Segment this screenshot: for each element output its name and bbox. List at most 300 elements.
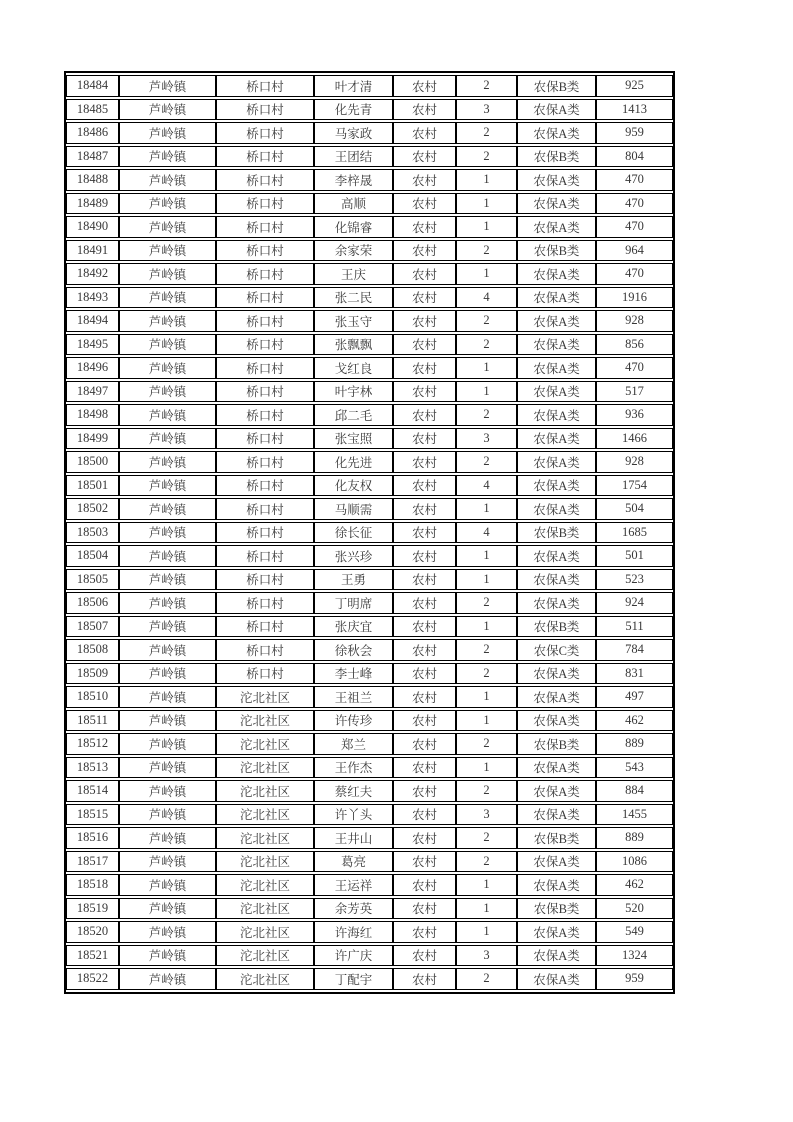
cell-person-name: 许广庆	[314, 945, 393, 967]
cell-person-name: 张玉守	[314, 310, 393, 332]
cell-town: 芦岭镇	[119, 193, 216, 215]
cell-insurance-category: 农保A类	[517, 874, 596, 896]
table-row	[66, 75, 673, 97]
cell-person-name: 张飘飘	[314, 334, 393, 356]
cell-village: 沱北社区	[216, 898, 314, 920]
table-body	[66, 75, 673, 990]
cell-residence-type: 农村	[393, 921, 456, 943]
cell-person-name: 叶才清	[314, 75, 393, 97]
cell-town: 芦岭镇	[119, 780, 216, 802]
cell-town: 芦岭镇	[119, 757, 216, 779]
cell-amount: 511	[596, 616, 673, 638]
cell-id: 18513	[66, 757, 119, 779]
cell-amount: 470	[596, 193, 673, 215]
table-row	[66, 921, 673, 943]
cell-town: 芦岭镇	[119, 639, 216, 661]
cell-insurance-category: 农保A类	[517, 263, 596, 285]
cell-residence-type: 农村	[393, 334, 456, 356]
cell-village: 桥口村	[216, 193, 314, 215]
cell-town: 芦岭镇	[119, 357, 216, 379]
table-row	[66, 146, 673, 168]
cell-person-count: 1	[456, 169, 517, 191]
cell-amount: 1455	[596, 804, 673, 826]
cell-town: 芦岭镇	[119, 404, 216, 426]
cell-insurance-category: 农保A类	[517, 216, 596, 238]
cell-residence-type: 农村	[393, 169, 456, 191]
cell-insurance-category: 农保A类	[517, 780, 596, 802]
cell-id: 18487	[66, 146, 119, 168]
cell-id: 18501	[66, 475, 119, 497]
cell-village: 桥口村	[216, 569, 314, 591]
cell-residence-type: 农村	[393, 475, 456, 497]
cell-id: 18508	[66, 639, 119, 661]
cell-amount: 884	[596, 780, 673, 802]
cell-village: 沱北社区	[216, 827, 314, 849]
table-row	[66, 898, 673, 920]
cell-person-name: 王庆	[314, 263, 393, 285]
cell-person-name: 蔡红夫	[314, 780, 393, 802]
cell-person-name: 化先青	[314, 99, 393, 121]
cell-person-count: 2	[456, 75, 517, 97]
cell-amount: 470	[596, 216, 673, 238]
cell-amount: 925	[596, 75, 673, 97]
cell-amount: 1086	[596, 851, 673, 873]
cell-amount: 928	[596, 451, 673, 473]
cell-insurance-category: 农保A类	[517, 945, 596, 967]
cell-insurance-category: 农保A类	[517, 475, 596, 497]
table-row	[66, 592, 673, 614]
cell-id: 18495	[66, 334, 119, 356]
cell-person-count: 2	[456, 968, 517, 990]
table-row	[66, 334, 673, 356]
cell-amount: 470	[596, 263, 673, 285]
table-row	[66, 757, 673, 779]
cell-person-count: 4	[456, 475, 517, 497]
cell-village: 桥口村	[216, 545, 314, 567]
cell-person-name: 丁明席	[314, 592, 393, 614]
cell-insurance-category: 农保A类	[517, 686, 596, 708]
cell-residence-type: 农村	[393, 663, 456, 685]
cell-village: 桥口村	[216, 522, 314, 544]
cell-village: 桥口村	[216, 616, 314, 638]
cell-person-count: 1	[456, 921, 517, 943]
cell-id: 18492	[66, 263, 119, 285]
table-row	[66, 710, 673, 732]
cell-residence-type: 农村	[393, 616, 456, 638]
cell-residence-type: 农村	[393, 827, 456, 849]
table-row	[66, 639, 673, 661]
cell-amount: 924	[596, 592, 673, 614]
cell-amount: 1754	[596, 475, 673, 497]
cell-person-name: 马顺需	[314, 498, 393, 520]
cell-residence-type: 农村	[393, 451, 456, 473]
cell-person-name: 余家荣	[314, 240, 393, 262]
table-row	[66, 616, 673, 638]
table-row	[66, 663, 673, 685]
cell-town: 芦岭镇	[119, 287, 216, 309]
table-row	[66, 193, 673, 215]
cell-amount: 964	[596, 240, 673, 262]
cell-insurance-category: 农保B类	[517, 522, 596, 544]
table-row	[66, 498, 673, 520]
cell-residence-type: 农村	[393, 639, 456, 661]
cell-person-name: 戈红良	[314, 357, 393, 379]
table-row	[66, 733, 673, 755]
cell-person-name: 王团结	[314, 146, 393, 168]
cell-village: 沱北社区	[216, 757, 314, 779]
cell-residence-type: 农村	[393, 498, 456, 520]
table-row	[66, 451, 673, 473]
table-row	[66, 968, 673, 990]
table-row	[66, 569, 673, 591]
cell-residence-type: 农村	[393, 804, 456, 826]
cell-residence-type: 农村	[393, 263, 456, 285]
table-row	[66, 310, 673, 332]
cell-person-count: 1	[456, 874, 517, 896]
cell-village: 沱北社区	[216, 733, 314, 755]
cell-town: 芦岭镇	[119, 710, 216, 732]
cell-person-count: 3	[456, 945, 517, 967]
cell-id: 18506	[66, 592, 119, 614]
cell-insurance-category: 农保A类	[517, 193, 596, 215]
cell-residence-type: 农村	[393, 545, 456, 567]
cell-id: 18497	[66, 381, 119, 403]
cell-person-name: 化锦睿	[314, 216, 393, 238]
cell-village: 桥口村	[216, 639, 314, 661]
cell-person-count: 2	[456, 404, 517, 426]
cell-person-count: 1	[456, 898, 517, 920]
cell-id: 18493	[66, 287, 119, 309]
cell-id: 18519	[66, 898, 119, 920]
cell-person-name: 邱二毛	[314, 404, 393, 426]
cell-village: 桥口村	[216, 310, 314, 332]
cell-id: 18522	[66, 968, 119, 990]
cell-village: 桥口村	[216, 357, 314, 379]
cell-insurance-category: 农保B类	[517, 733, 596, 755]
cell-residence-type: 农村	[393, 240, 456, 262]
cell-town: 芦岭镇	[119, 686, 216, 708]
cell-village: 桥口村	[216, 498, 314, 520]
cell-town: 芦岭镇	[119, 592, 216, 614]
cell-amount: 470	[596, 357, 673, 379]
table-row	[66, 357, 673, 379]
cell-town: 芦岭镇	[119, 146, 216, 168]
cell-village: 桥口村	[216, 404, 314, 426]
cell-id: 18520	[66, 921, 119, 943]
cell-person-name: 张二民	[314, 287, 393, 309]
cell-person-name: 李梓晟	[314, 169, 393, 191]
cell-person-name: 余芳英	[314, 898, 393, 920]
cell-amount: 959	[596, 122, 673, 144]
cell-amount: 831	[596, 663, 673, 685]
cell-town: 芦岭镇	[119, 75, 216, 97]
table-row	[66, 216, 673, 238]
cell-town: 芦岭镇	[119, 921, 216, 943]
cell-person-count: 2	[456, 451, 517, 473]
table-row	[66, 287, 673, 309]
cell-residence-type: 农村	[393, 522, 456, 544]
cell-insurance-category: 农保B类	[517, 827, 596, 849]
cell-town: 芦岭镇	[119, 898, 216, 920]
cell-id: 18517	[66, 851, 119, 873]
cell-person-count: 3	[456, 99, 517, 121]
cell-village: 桥口村	[216, 428, 314, 450]
cell-insurance-category: 农保A类	[517, 381, 596, 403]
cell-person-count: 1	[456, 357, 517, 379]
cell-village: 桥口村	[216, 240, 314, 262]
cell-insurance-category: 农保A类	[517, 851, 596, 873]
cell-insurance-category: 农保A类	[517, 357, 596, 379]
cell-person-name: 许海红	[314, 921, 393, 943]
cell-amount: 959	[596, 968, 673, 990]
cell-person-name: 李士峰	[314, 663, 393, 685]
cell-insurance-category: 农保A类	[517, 428, 596, 450]
cell-amount: 543	[596, 757, 673, 779]
cell-person-name: 张宝照	[314, 428, 393, 450]
cell-village: 桥口村	[216, 146, 314, 168]
cell-amount: 1324	[596, 945, 673, 967]
roster-table-border	[64, 71, 675, 994]
table-row	[66, 404, 673, 426]
cell-village: 沱北社区	[216, 945, 314, 967]
cell-person-name: 王祖兰	[314, 686, 393, 708]
cell-village: 沱北社区	[216, 780, 314, 802]
cell-person-count: 2	[456, 592, 517, 614]
cell-village: 桥口村	[216, 287, 314, 309]
cell-town: 芦岭镇	[119, 874, 216, 896]
table-row	[66, 122, 673, 144]
cell-person-count: 1	[456, 710, 517, 732]
cell-person-count: 3	[456, 428, 517, 450]
cell-amount: 470	[596, 169, 673, 191]
cell-id: 18499	[66, 428, 119, 450]
cell-id: 18496	[66, 357, 119, 379]
cell-insurance-category: 农保A类	[517, 451, 596, 473]
cell-id: 18488	[66, 169, 119, 191]
cell-insurance-category: 农保A类	[517, 545, 596, 567]
cell-village: 桥口村	[216, 263, 314, 285]
cell-insurance-category: 农保C类	[517, 639, 596, 661]
cell-village: 桥口村	[216, 475, 314, 497]
table-row	[66, 263, 673, 285]
cell-town: 芦岭镇	[119, 945, 216, 967]
cell-person-count: 1	[456, 545, 517, 567]
cell-amount: 784	[596, 639, 673, 661]
cell-residence-type: 农村	[393, 216, 456, 238]
cell-insurance-category: 农保A类	[517, 404, 596, 426]
cell-person-name: 许丫头	[314, 804, 393, 826]
cell-town: 芦岭镇	[119, 616, 216, 638]
cell-amount: 1413	[596, 99, 673, 121]
cell-person-count: 1	[456, 686, 517, 708]
cell-insurance-category: 农保A类	[517, 592, 596, 614]
cell-person-count: 1	[456, 498, 517, 520]
cell-residence-type: 农村	[393, 75, 456, 97]
cell-person-count: 1	[456, 216, 517, 238]
cell-insurance-category: 农保A类	[517, 757, 596, 779]
cell-village: 桥口村	[216, 451, 314, 473]
cell-id: 18505	[66, 569, 119, 591]
cell-town: 芦岭镇	[119, 263, 216, 285]
cell-person-count: 4	[456, 287, 517, 309]
table-row	[66, 169, 673, 191]
cell-residence-type: 农村	[393, 99, 456, 121]
cell-amount: 520	[596, 898, 673, 920]
cell-id: 18515	[66, 804, 119, 826]
cell-person-count: 3	[456, 804, 517, 826]
cell-village: 桥口村	[216, 216, 314, 238]
cell-person-name: 高顺	[314, 193, 393, 215]
cell-person-name: 张庆宜	[314, 616, 393, 638]
table-row	[66, 686, 673, 708]
cell-id: 18489	[66, 193, 119, 215]
cell-id: 18512	[66, 733, 119, 755]
cell-residence-type: 农村	[393, 357, 456, 379]
cell-residence-type: 农村	[393, 569, 456, 591]
cell-residence-type: 农村	[393, 686, 456, 708]
cell-id: 18509	[66, 663, 119, 685]
cell-residence-type: 农村	[393, 710, 456, 732]
cell-village: 沱北社区	[216, 686, 314, 708]
cell-village: 沱北社区	[216, 874, 314, 896]
cell-insurance-category: 农保A类	[517, 498, 596, 520]
cell-person-count: 2	[456, 310, 517, 332]
cell-person-name: 张兴珍	[314, 545, 393, 567]
cell-insurance-category: 农保A类	[517, 968, 596, 990]
table-row	[66, 945, 673, 967]
cell-town: 芦岭镇	[119, 475, 216, 497]
cell-amount: 501	[596, 545, 673, 567]
cell-insurance-category: 农保B类	[517, 898, 596, 920]
cell-id: 18518	[66, 874, 119, 896]
cell-person-count: 2	[456, 733, 517, 755]
table-row	[66, 428, 673, 450]
cell-insurance-category: 农保A类	[517, 169, 596, 191]
cell-residence-type: 农村	[393, 193, 456, 215]
cell-residence-type: 农村	[393, 287, 456, 309]
cell-town: 芦岭镇	[119, 310, 216, 332]
cell-id: 18490	[66, 216, 119, 238]
cell-amount: 889	[596, 827, 673, 849]
cell-town: 芦岭镇	[119, 827, 216, 849]
table-row	[66, 804, 673, 826]
table-row	[66, 545, 673, 567]
cell-id: 18484	[66, 75, 119, 97]
cell-amount: 517	[596, 381, 673, 403]
cell-person-count: 1	[456, 193, 517, 215]
cell-amount: 856	[596, 334, 673, 356]
table-row	[66, 99, 673, 121]
table-row	[66, 381, 673, 403]
cell-insurance-category: 农保B类	[517, 616, 596, 638]
cell-id: 18510	[66, 686, 119, 708]
cell-amount: 462	[596, 710, 673, 732]
cell-residence-type: 农村	[393, 122, 456, 144]
cell-id: 18514	[66, 780, 119, 802]
cell-amount: 804	[596, 146, 673, 168]
cell-insurance-category: 农保A类	[517, 310, 596, 332]
table-row	[66, 240, 673, 262]
cell-id: 18521	[66, 945, 119, 967]
cell-village: 沱北社区	[216, 851, 314, 873]
cell-town: 芦岭镇	[119, 663, 216, 685]
cell-person-name: 化友权	[314, 475, 393, 497]
cell-id: 18486	[66, 122, 119, 144]
cell-person-count: 2	[456, 780, 517, 802]
cell-village: 桥口村	[216, 75, 314, 97]
cell-town: 芦岭镇	[119, 968, 216, 990]
cell-person-name: 郑兰	[314, 733, 393, 755]
cell-person-count: 2	[456, 334, 517, 356]
cell-village: 桥口村	[216, 169, 314, 191]
cell-town: 芦岭镇	[119, 545, 216, 567]
cell-person-name: 徐长征	[314, 522, 393, 544]
cell-person-count: 1	[456, 381, 517, 403]
cell-village: 沱北社区	[216, 710, 314, 732]
cell-residence-type: 农村	[393, 851, 456, 873]
cell-insurance-category: 农保B类	[517, 146, 596, 168]
cell-person-count: 1	[456, 263, 517, 285]
cell-id: 18516	[66, 827, 119, 849]
cell-amount: 497	[596, 686, 673, 708]
cell-id: 18511	[66, 710, 119, 732]
table-row	[66, 780, 673, 802]
cell-village: 沱北社区	[216, 921, 314, 943]
cell-person-count: 2	[456, 827, 517, 849]
cell-person-name: 叶宇林	[314, 381, 393, 403]
cell-town: 芦岭镇	[119, 99, 216, 121]
table-row	[66, 827, 673, 849]
cell-residence-type: 农村	[393, 898, 456, 920]
cell-town: 芦岭镇	[119, 498, 216, 520]
cell-residence-type: 农村	[393, 733, 456, 755]
cell-person-name: 丁配宇	[314, 968, 393, 990]
cell-insurance-category: 农保A类	[517, 122, 596, 144]
cell-amount: 928	[596, 310, 673, 332]
cell-person-count: 2	[456, 639, 517, 661]
cell-town: 芦岭镇	[119, 569, 216, 591]
cell-person-name: 葛亮	[314, 851, 393, 873]
cell-town: 芦岭镇	[119, 522, 216, 544]
cell-amount: 549	[596, 921, 673, 943]
cell-amount: 523	[596, 569, 673, 591]
cell-amount: 889	[596, 733, 673, 755]
cell-person-count: 2	[456, 240, 517, 262]
cell-insurance-category: 农保A类	[517, 804, 596, 826]
cell-amount: 1466	[596, 428, 673, 450]
cell-id: 18491	[66, 240, 119, 262]
cell-residence-type: 农村	[393, 310, 456, 332]
cell-insurance-category: 农保A类	[517, 99, 596, 121]
cell-amount: 936	[596, 404, 673, 426]
cell-person-name: 王运祥	[314, 874, 393, 896]
cell-town: 芦岭镇	[119, 428, 216, 450]
table-row	[66, 874, 673, 896]
cell-id: 18498	[66, 404, 119, 426]
cell-town: 芦岭镇	[119, 334, 216, 356]
table-row	[66, 522, 673, 544]
cell-village: 桥口村	[216, 592, 314, 614]
cell-town: 芦岭镇	[119, 804, 216, 826]
cell-id: 18507	[66, 616, 119, 638]
cell-amount: 1916	[596, 287, 673, 309]
cell-residence-type: 农村	[393, 780, 456, 802]
cell-id: 18504	[66, 545, 119, 567]
cell-person-name: 王作杰	[314, 757, 393, 779]
cell-village: 沱北社区	[216, 804, 314, 826]
cell-town: 芦岭镇	[119, 381, 216, 403]
cell-town: 芦岭镇	[119, 216, 216, 238]
